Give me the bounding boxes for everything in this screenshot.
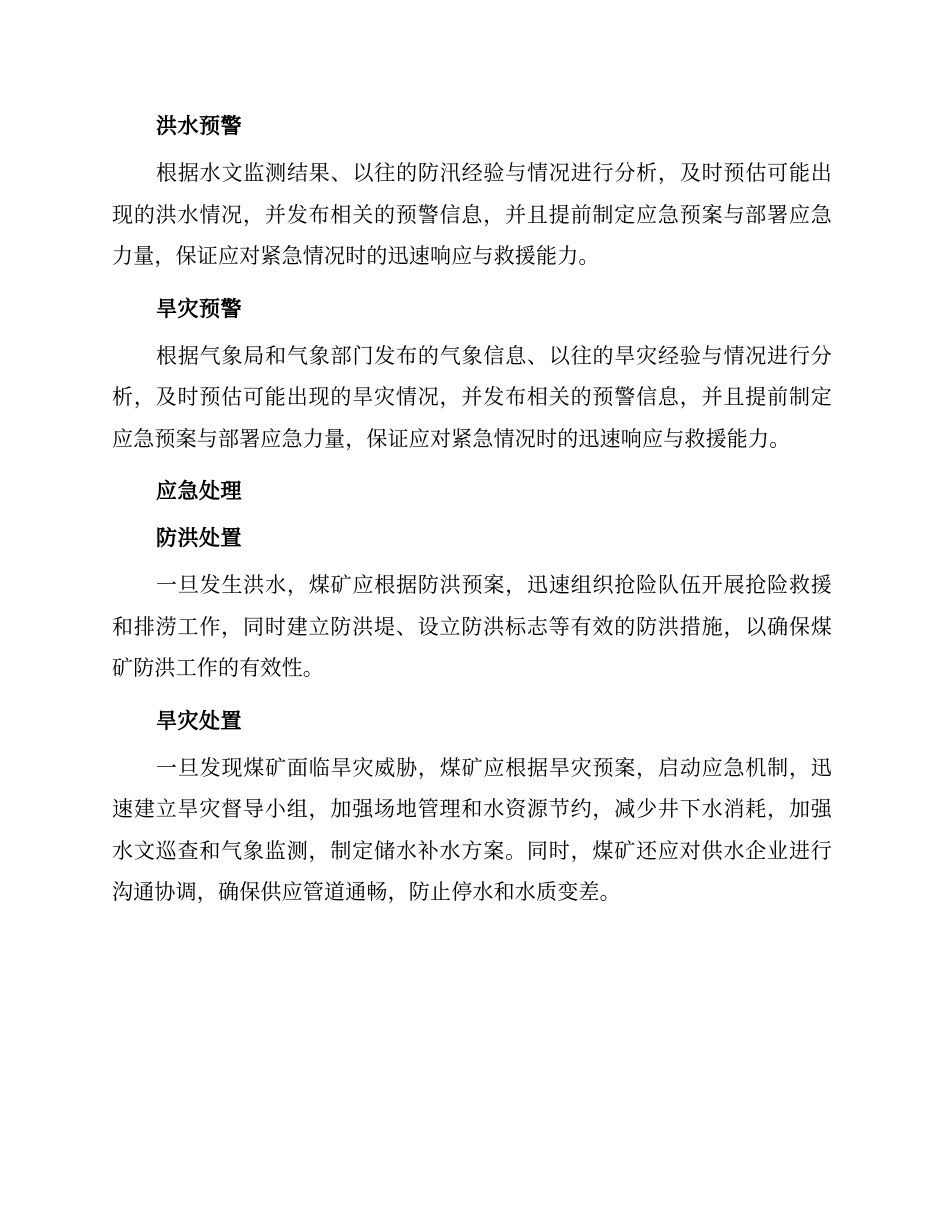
paragraph-drought-warning: 根据气象局和气象部门发布的气象信息、以往的旱灾经验与情况进行分析，及时预估可能出现的旱灾情况，并发布相关的预警信息，并且提前制定应急预案与部署应急力量，保证应对紧急情况时的迅速响应与救援能力。 [112, 343, 832, 451]
paragraph-flood-warning: 根据水文监测结果、以往的防汛经验与情况进行分析，及时预估可能出现的洪水情况，并发布相关的预警信息，并且提前制定应急预案与部署应急力量，保证应对紧急情况时的迅速响应与救援能力。 [112, 161, 832, 268]
heading-drought-warning: 旱灾预警 [156, 296, 242, 321]
document-body [112, 106, 832, 925]
heading-emergency-handling: 应急处理 [156, 479, 242, 503]
heading-flood-warning: 洪水预警 [156, 114, 242, 138]
heading-drought-handling: 旱灾处置 [156, 708, 242, 733]
paragraph-drought-handling: 一旦发现煤矿面临旱灾威胁，煤矿应根据旱灾预案，启动应急机制，迅速建立旱灾督导小组，加强场地管理和水资源节约，减少井下水消耗，加强水文巡查和气象监测，制定储水补水方案。同时，煤矿还应对供水企业进行沟通协调，确保供应管道通畅，防止停水和水质变差。 [112, 755, 832, 904]
heading-flood-handling: 防洪处置 [156, 526, 242, 550]
paragraph-flood-handling: 一旦发生洪水，煤矿应根据防洪预案，迅速组织抢险队伍开展抢险救援和排涝工作，同时建立防洪堤、设立防洪标志等有效的防洪措施，以确保煤矿防洪工作的有效性。 [112, 573, 832, 680]
